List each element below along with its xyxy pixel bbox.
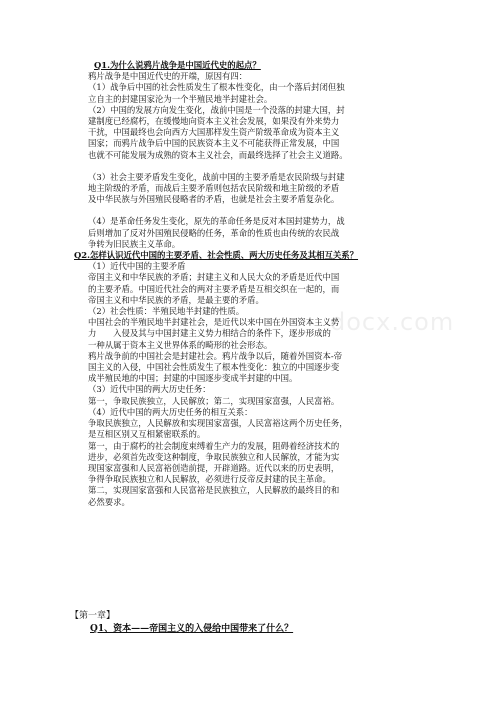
- text-line: 第一，由于腐朽的社会制度束缚着生产力的发展，阻碍着经济技术的: [88, 440, 340, 451]
- text-line: 的主要矛盾。中国近代社会的两对主要矛盾是互相交织在一起的，而: [88, 283, 340, 294]
- text-line: （3）社会主要矛盾发生变化，战前中国的主要矛盾是农民阶级与封建: [88, 171, 345, 182]
- text-line: 是互相区别又互相紧密联系的。: [88, 429, 206, 440]
- text-line: 成半殖民地的中国；封建的中国逐步变成半封建的中国。: [88, 373, 298, 384]
- text-line: 鸦片战争前的中国社会是封建社会。鸦片战争以后，随着外国资本-帝: [88, 350, 343, 361]
- text-line: （2）社会性质：半殖民地半封建的性质。: [88, 306, 245, 317]
- text-line: 第一，争取民族独立，人民解放；第二，实现国家富强，人民富裕。: [88, 395, 340, 406]
- text-line: （4）是革命任务发生变化，原先的革命任务是反对本国封建势力，战: [88, 216, 345, 227]
- text-line: 后则增加了反对外国殖民侵略的任务，革命的性质也由传统的农民战: [88, 227, 340, 238]
- text-line: （1）战争后中国的社会性质发生了根本性变化，由一个落后封闭但独: [88, 82, 345, 93]
- chapter-section: [70, 610, 450, 636]
- text-line: （1）近代中国的主要矛盾: [88, 261, 186, 272]
- text-line: 争取民族独立，人民解放和实现国家富强，人民富裕这两个历史任务，: [88, 418, 348, 429]
- text-line: （2）中国的发展方向发生变化，战前中国是一个没落的封建大国，封: [88, 104, 345, 115]
- text-line: 帝国主义和中华民族的矛盾，是最主要的矛盾。: [88, 294, 264, 305]
- text-line: 力 入侵及其与中国封建主义势力相结合的条件下，逐步形成的: [88, 328, 331, 339]
- text-line: 争转为旧民族主义革命。: [88, 238, 181, 249]
- text-line: 进步，必须首先改变这种制度，争取民族独立和人民解放，才能为实: [88, 451, 340, 462]
- text-line: 立自主的封建国家沦为一个半殖民地半封建社会。: [88, 93, 273, 104]
- text-line: 也就不可能发展为成熟的资本主义社会，而最终选择了社会主义道路。: [88, 149, 348, 160]
- text-line: （3）近代中国的两大历史任务：: [88, 384, 211, 395]
- text-line: 国主义的入侵，中国社会性质发生了根本性变化：独立的中国逐步变: [88, 362, 340, 373]
- text-line: 必然要求。: [88, 496, 130, 507]
- text-line: 及中华民族与外国殖民侵略者的矛盾，也就是社会主要矛盾复杂化。: [88, 194, 340, 205]
- question-1-title: Q1.为什么说鸦片战争是中国近代史的起点？: [94, 60, 261, 70]
- text-line: 地主阶级的矛盾，而战后主要矛盾则包括农民阶级和地主阶级的矛盾: [88, 183, 340, 194]
- question-1-answer-part-b: [88, 172, 434, 206]
- question-2-title: Q2.怎样认识近代中国的主要矛盾、社会性质、两大历史任务及其相互关系？: [74, 250, 359, 261]
- text-line: 一种从属于资本主义世界体系的畸形的社会形态。: [88, 339, 273, 350]
- text-line: 干扰，中国最终也会向西方大国那样发生资产阶级革命成为资本主义: [88, 127, 340, 138]
- text-line: 建制度已经腐朽，在缓慢地向资本主义社会发展，如果没有外来势力: [88, 116, 340, 127]
- text-line: 鸦片战争是中国近代史的开端，原因有四：: [88, 71, 248, 82]
- question-1-answer-part-a: [88, 71, 434, 161]
- text-line: 国家；而鸦片战争后中国的民族资本主义不可能获得正常发展，中国: [88, 138, 340, 149]
- text-line: （4）近代中国的两大历史任务的相互关系：: [88, 406, 253, 417]
- question-1-answer-part-c: [88, 216, 434, 250]
- document-body: [74, 60, 434, 508]
- chapter-1-question-1-title: Q1、资本——帝国主义的入侵给中国带来了什么？: [90, 624, 294, 634]
- watermark-text: docx.com: [330, 308, 455, 336]
- chapter-label: 【第一章】: [70, 611, 116, 621]
- question-2-answer: [88, 261, 434, 507]
- text-line: 中国社会的半殖民地半封建社会，是近代以来中国在外国资本主义势: [88, 317, 340, 328]
- text-line: 帝国主义和中华民族的矛盾；封建主义和人民大众的矛盾是近代中国: [88, 272, 340, 283]
- text-line: 争得争取民族独立和人民解放，必须进行反帝反封建的民主革命。: [88, 474, 331, 485]
- text-line: 第二，实现国家富强和人民富裕是民族独立，人民解放的最终目的和: [88, 485, 340, 496]
- text-line: 现国家富强和人民富裕创造前提，开辟道路。近代以来的历史表明，: [88, 462, 340, 473]
